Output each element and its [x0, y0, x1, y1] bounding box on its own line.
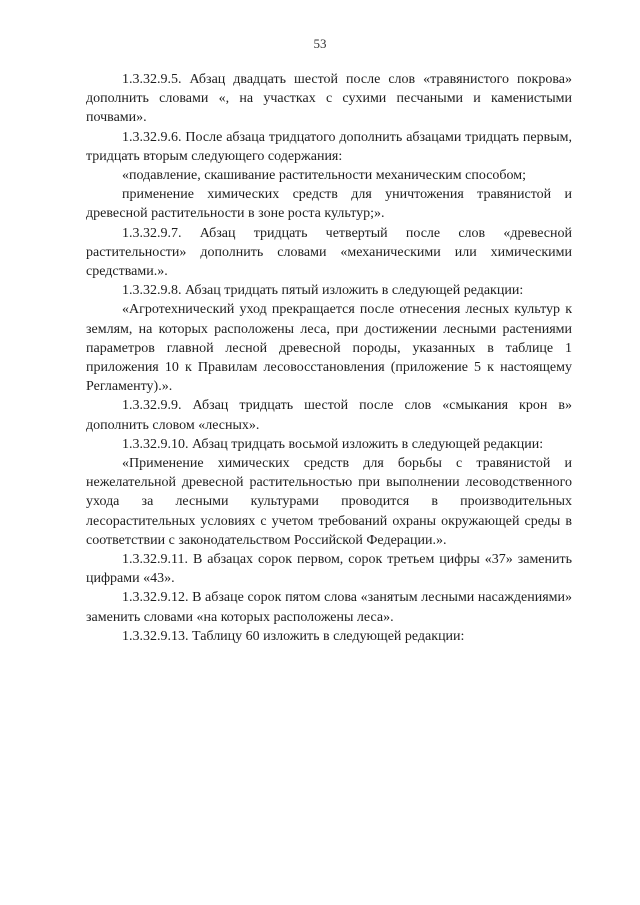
page-number: 53	[313, 36, 327, 51]
quoted-line-chemicals: применение химических средств для уничтожения травянистой и древесной растительности в зоне роста культур;».	[86, 187, 572, 222]
paragraph-9-12: 1.3.32.9.12. В абзаце сорок пятом слова «занятым лесными насаждениями» заменить словами «на которых расположены леса».	[86, 590, 572, 625]
paragraph-9-10: 1.3.32.9.10. Абзац тридцать восьмой изложить в следующей редакции:	[122, 436, 544, 452]
paragraph-9-6: 1.3.32.9.6. После абзаца тридцатого дополнить абзацами тридцать первым, тридцать вторым следующего содержания:	[86, 129, 572, 164]
quoted-line-suppression: «подавление, скашивание растительности механическим способом;	[122, 168, 527, 184]
quoted-chemical-application: «Применение химических средств для борьбы с травянистой и нежелательной древесной растительностью при выполнении лесоводственного ухода за лесными культурами проводится в производительных лесорастительных условиях с учетом требований охраны окружающей среды в соответствии с законодательством Российской Федерации.».	[86, 456, 572, 548]
paragraph-9-8: 1.3.32.9.8. Абзац тридцать пятый изложить в следующей редакции:	[122, 283, 524, 299]
paragraph-9-13: 1.3.32.9.13. Таблицу 60 изложить в следующей редакции:	[122, 628, 465, 644]
paragraph-9-7: 1.3.32.9.7. Абзац тридцать четвертый после слов «древесной растительности» дополнить словами «механическими или химическими средствами.».	[86, 225, 572, 280]
paragraph-9-11: 1.3.32.9.11. В абзацах сорок первом, сорок третьем цифры «37» заменить цифрами «43».	[86, 552, 572, 587]
quoted-agrotechnical-care: «Агротехнический уход прекращается после отнесения лесных культур к землям, на которых расположены леса, при достижении лесными растениями параметров главной лесной древесной породы, указанных в таблице 1 приложения 10 к Правилам лесовосстановления (приложение 5 к настоящему Регламенту).».	[86, 302, 572, 395]
document-body	[86, 70, 572, 646]
paragraph-9-9: 1.3.32.9.9. Абзац тридцать шестой после слов «смыкания крон в» дополнить словом «лесных».	[86, 398, 572, 433]
paragraph-9-5: 1.3.32.9.5. Абзац двадцать шестой после слов «травянистого покрова» дополнить словами «, на участках с сухими песчаными и каменистыми почвами».	[86, 72, 572, 126]
